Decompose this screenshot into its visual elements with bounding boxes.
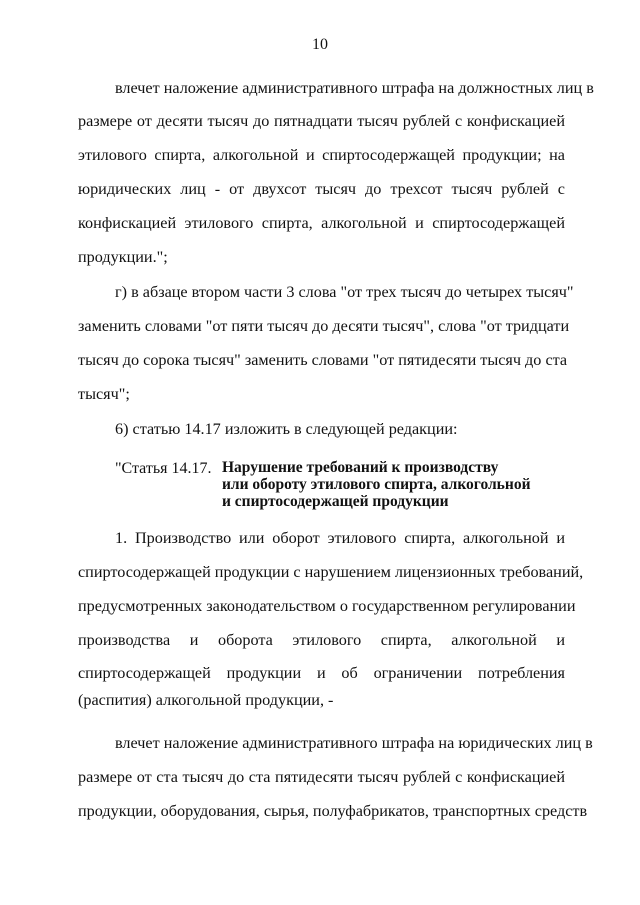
text-line: размере от ста тысяч до ста пятидесяти тысяч рублей с конфискацией (78, 768, 565, 786)
text-line: влечет наложение административного штрафа на должностных лиц в (115, 79, 594, 97)
article-label: "Статья 14.17. (115, 460, 212, 477)
text-line: этилового спирта, алкогольной и спиртосодержащей продукции; на (78, 146, 565, 164)
text-line: спиртосодержащей продукции с нарушением лицензионных требований, (78, 563, 584, 581)
text-line: продукции."; (78, 248, 168, 266)
text-line: заменить словами "от пяти тысяч до десяти тысяч", слова "от тридцати (78, 317, 570, 335)
text-line: тысяч"; (78, 385, 130, 403)
text-line: размере от десяти тысяч до пятнадцати тысяч рублей с конфискацией (78, 112, 565, 130)
text-line: продукции, оборудования, сырья, полуфабрикатов, транспортных средств (78, 802, 588, 820)
text-line: юридических лиц - от двухсот тысяч до трехсот тысяч рублей с (78, 180, 565, 198)
text-line: (распития) алкогольной продукции, - (78, 691, 334, 709)
text-line: производства и оборота этилового спирта, алкогольной и (78, 631, 565, 649)
article-title-line: или обороту этилового спирта, алкогольной (222, 476, 531, 493)
article-title-line: и спиртосодержащей продукции (222, 493, 449, 510)
text-line: тысяч до сорока тысяч" заменить словами "от пятидесяти тысяч до ста (78, 351, 568, 369)
text-line: г) в абзаце втором части 3 слова "от трех тысяч до четырех тысяч" (115, 283, 574, 301)
page-number: 10 (312, 36, 328, 53)
text-line: конфискацией этилового спирта, алкогольной и спиртосодержащей (78, 214, 565, 232)
text-line: предусмотренных законодательством о государственном регулировании (78, 597, 576, 615)
text-line: 6) статью 14.17 изложить в следующей редакции: (115, 420, 458, 438)
text-line: спиртосодержащей продукции и об ограничении потребления (78, 664, 565, 682)
text-line: 1. Производство или оборот этилового спирта, алкогольной и (115, 529, 565, 547)
article-title-line: Нарушение требований к производству (222, 459, 499, 476)
text-line: влечет наложение административного штрафа на юридических лиц в (115, 734, 593, 752)
